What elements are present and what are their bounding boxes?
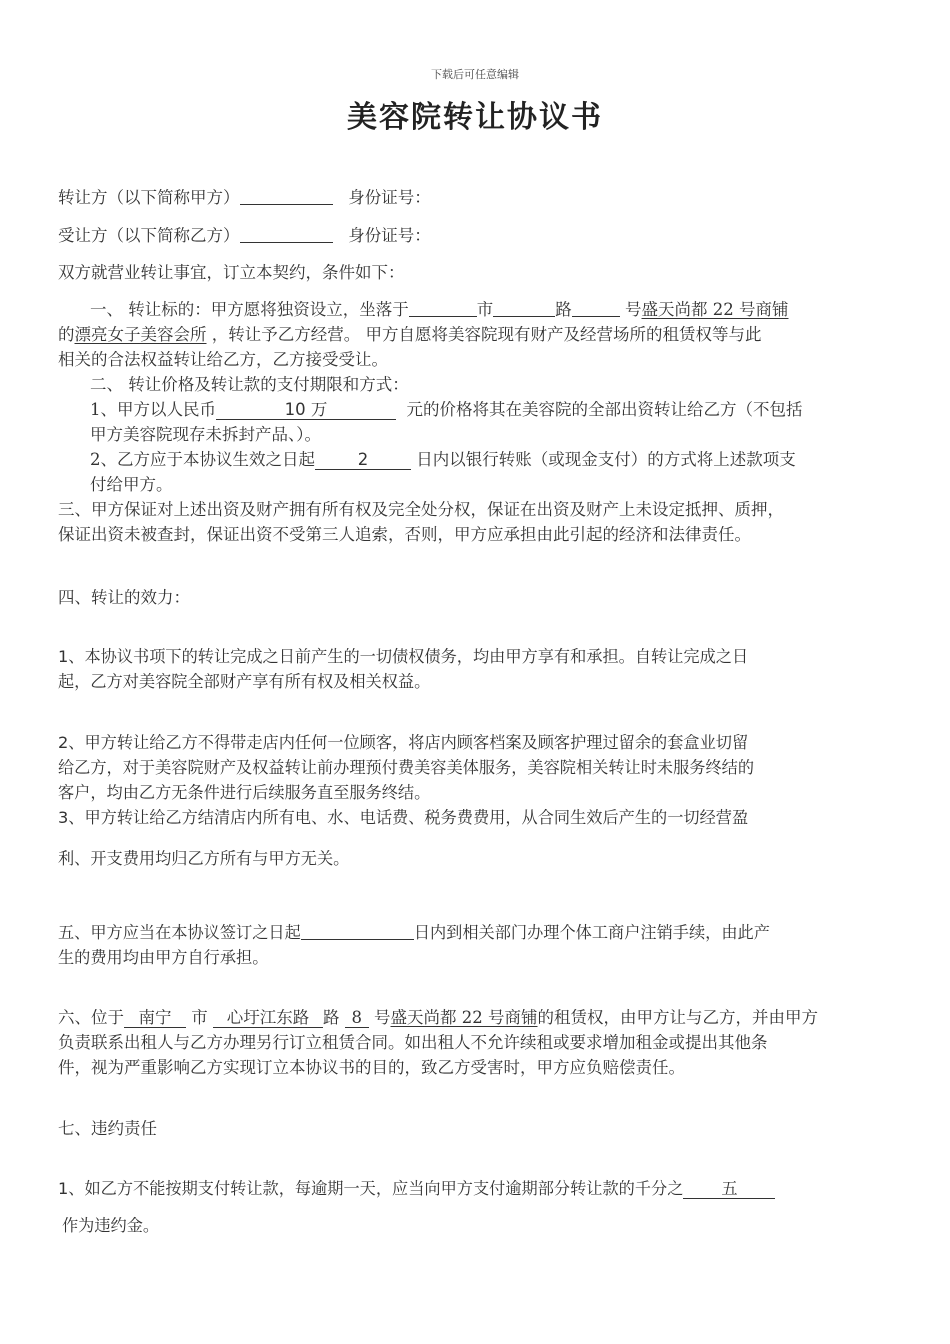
- s1-store-name: 漂亮女子美容会所: [74, 325, 207, 344]
- s2-item1-text-b: 元的价格将其在美容院的全部出资转让给乙方（不包括: [406, 400, 803, 419]
- s2-heading: 二、 转让价格及转让款的支付期限和方式：: [90, 375, 409, 394]
- s2-item2-line2: 付给甲方。: [90, 475, 173, 494]
- party-b-blank[interactable]: [240, 227, 333, 243]
- s6-number-value: 8: [345, 1009, 369, 1028]
- price-value: 10 万: [216, 401, 396, 420]
- s4-item2-line3: 客户，均由乙方无条件进行后续服务直至服务终结。: [58, 783, 431, 802]
- s1-city-blank[interactable]: [409, 301, 477, 317]
- s1-number-blank[interactable]: [572, 301, 620, 317]
- s5-days-blank[interactable]: [301, 924, 414, 940]
- party-b-line: [58, 224, 431, 249]
- party-a-id-label: 身份证号：: [348, 188, 431, 207]
- s7-line1: [58, 1177, 775, 1202]
- s5-text-b: 日内到相关部门办理个体工商户注销手续，由此产: [413, 923, 770, 942]
- s1-text-a: 一、 转让标的：甲方愿将独资设立，坐落于: [90, 300, 409, 319]
- intro-text: 双方就营业转让事宜，订立本契约，条件如下：: [58, 263, 405, 282]
- s2-item2-text-b: 日内以银行转账（或现金支付）的方式将上述款项支: [416, 450, 796, 469]
- s4-item1-line1: 1、本协议书项下的转让完成之日前产生的一切债权债务，均由甲方享有和承担。自转让完成之日: [58, 647, 749, 666]
- s5-line1: [58, 921, 770, 946]
- s1-shop-name: 盛天尚都 22 号商铺: [641, 300, 789, 319]
- s6-line2: 负责联系出租人与乙方办理另行订立租赁合同。如出租人不允许续租或要求增加租金或提出其他条: [58, 1033, 768, 1052]
- s6-city-label: 市: [191, 1008, 208, 1027]
- s2-item2-line1: [90, 448, 796, 473]
- s7-text-a: 1、如乙方不能按期支付转让款，每逾期一天，应当向甲方支付逾期部分转让款的千分之: [58, 1179, 684, 1198]
- payment-days-value: 2: [315, 451, 411, 470]
- header-note: 下载后可任意编辑: [431, 68, 519, 81]
- s1-road-label: 路: [555, 300, 572, 319]
- s4-item3-line1: 3、甲方转让给乙方结清店内所有电、水、电话费、税务费费用，从合同生效后产生的一切经营盈: [58, 808, 749, 827]
- s1-city-label: 市: [476, 300, 494, 319]
- s4-item2-line2: 给乙方，对于美容院财产及权益转让前办理预付费美容美体服务，美容院相关转让时未服务终结的: [58, 758, 755, 777]
- party-a-blank[interactable]: [240, 189, 333, 205]
- s7-heading: 七、违约责任: [58, 1119, 157, 1138]
- s4-item3-line2: 利、开支费用均归乙方所有与甲方无关。: [58, 849, 350, 868]
- s6-line1: [58, 1006, 818, 1031]
- s6-number-label: 号: [374, 1008, 391, 1027]
- s1-de: 的: [58, 325, 75, 344]
- s6-line3: 件，视为严重影响乙方实现订立本协议书的目的，致乙方受害时，甲方应负赔偿责任。: [58, 1058, 685, 1077]
- s6-text-a: 六、位于: [58, 1008, 124, 1027]
- s6-text-b: 的租赁权，由甲方让与乙方，并由甲方: [537, 1008, 818, 1027]
- s3-line1: 三、甲方保证对上述出资及财产拥有所有权及完全处分权，保证在出资及财产上未设定抵押、质押，: [58, 500, 784, 519]
- s2-item1-line2: 甲方美容院现存未拆封产品、）。: [90, 425, 321, 444]
- party-b-id-label: 身份证号：: [348, 226, 431, 245]
- s6-shop-name: 盛天尚都 22 号商铺: [390, 1008, 538, 1027]
- s5-line2: 生的费用均由甲方自行承担。: [58, 948, 269, 967]
- s1-line1: [90, 298, 789, 323]
- s4-heading: 四、转让的效力：: [58, 588, 190, 607]
- s1-number-label: 号: [625, 300, 642, 319]
- party-a-line: [58, 186, 431, 211]
- s6-road-label: 路: [323, 1008, 340, 1027]
- s3-line2: 保证出资未被查封，保证出资不受第三人追索，否则，甲方应承担由此引起的经济和法律责任。: [58, 525, 751, 544]
- document-title: 美容院转让协议书: [347, 100, 603, 135]
- s1-text-b: ，转让予乙方经营。 甲方自愿将美容院现有财产及经营场所的租赁权等与此: [211, 325, 762, 344]
- s2-item1-line1: [90, 398, 803, 423]
- party-b-label: 受让方（以下简称乙方）: [58, 226, 240, 245]
- s6-road-value: 心圩江东路: [213, 1009, 323, 1028]
- s2-item2-text-a: 2、乙方应于本协议生效之日起: [90, 450, 315, 469]
- penalty-rate-value: 五: [683, 1180, 775, 1199]
- s2-item1-text-a: 1、甲方以人民币: [90, 400, 216, 419]
- s1-road-blank[interactable]: [493, 301, 555, 317]
- s1-line2: [58, 323, 762, 348]
- s4-item1-line2: 起，乙方对美容院全部财产享有所有权及相关权益。: [58, 672, 431, 691]
- party-a-label: 转让方（以下简称甲方）: [58, 188, 240, 207]
- s6-city-value: 南宁: [124, 1009, 186, 1028]
- s7-line2: 作为违约金。: [62, 1216, 160, 1235]
- s5-text-a: 五、甲方应当在本协议签订之日起: [58, 923, 301, 942]
- s4-item2-line1: 2、甲方转让给乙方不得带走店内任何一位顾客，将店内顾客档案及顾客护理过留余的套盒业切留: [58, 733, 749, 752]
- s1-line3: 相关的合法权益转让给乙方，乙方接受受让。: [58, 350, 388, 369]
